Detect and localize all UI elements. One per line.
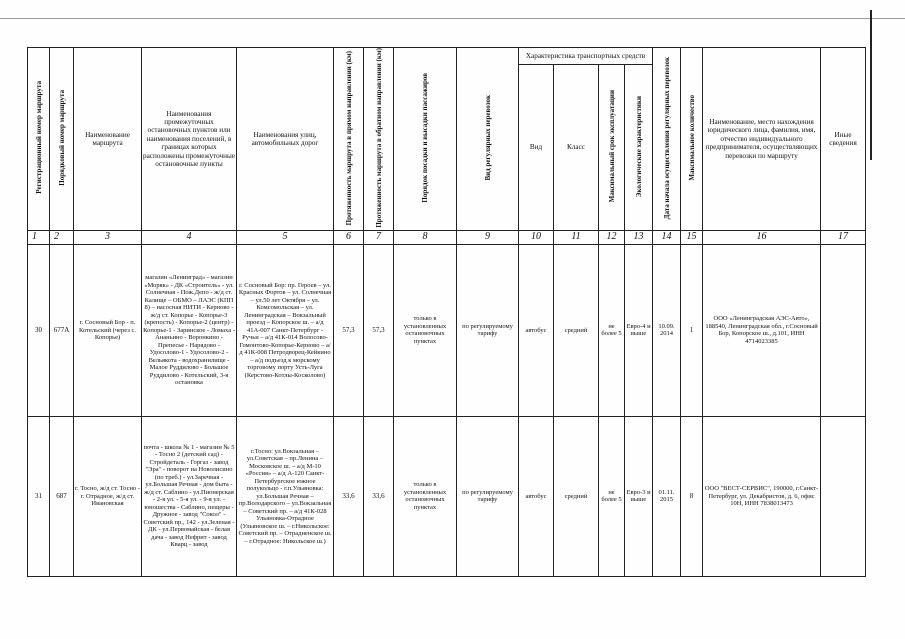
column-number: 8 [394, 230, 457, 244]
scan-edge-line [0, 18, 905, 19]
eco-cell: Евро-3 и выше [625, 416, 653, 576]
header-carrier: Наименование, место нахождения юридического лица, фамилия, имя, отчество индивидуального предпринимателя, осуществляющих перевозки по маршруту [703, 48, 821, 231]
column-number: 7 [364, 230, 394, 244]
class-cell: средний [554, 416, 599, 576]
kind-cell: автобус [519, 244, 554, 416]
streets-cell: г. Сосновый Бор: пр. Героев – ул. Красных Фортов – ул. Солнечная – ул.50 лет Октября – ул. Комсомольская – ул. Ленинградская – Вокзальный проезд – Копорское ш. – а/д 41А-007 Санкт-Петербург - Ручьи – а/д 41К-014 Волосово-Гомонтово-Копорье-Керново – а/д 41К-008 Петродворец-Кейкино – а/д подъезд к морскому торговому порту Усть-Луга (Керстово-Котлы-Косколово) [237, 244, 334, 416]
header-max-age: Максимальный срок эксплуатации [599, 65, 625, 230]
start-date-cell: 10.09. 2014 [653, 244, 681, 416]
kind-cell: автобус [519, 416, 554, 576]
header-eco: Экологические характеристики [625, 65, 653, 230]
header-max-count: Максимальное количество [681, 48, 703, 231]
length-back-cell: 33,6 [364, 416, 394, 576]
stops-cell: магазин «Ленинград» - магазин «Моряк» - ДК «Строитель» - ул. Солнечная - Пож.Депо - ж/д ст. Калище – ОБМО – ЛАЭС (КПП 8) – насосная НИТИ - Керново - ж/д ст. Копорье - Копорье-3 (крепость) - Копорье-2 (центр) - Копорье-1 - Заринское - Ломаха - Ананьино - Воронкино - Препесье - Нарядово - Удосолово-1 - Удосолово-2 - Вельякота - водохранилище - Малое Руддилово - Большое Руддилово - Котельский, 3-я остановка [142, 244, 237, 416]
column-number-row [28, 230, 866, 244]
length-forward-cell: 57,3 [334, 244, 364, 416]
start-date-cell: 01.11. 2015 [653, 416, 681, 576]
column-number: 1 [28, 230, 50, 244]
header-class: Класс [554, 65, 599, 230]
column-number: 12 [599, 230, 625, 244]
column-number: 9 [457, 230, 519, 244]
reg-no-cell: 30 [28, 244, 50, 416]
route-name-cell: г. Сосновый Бор - п. Котельский (через с. Копорье) [74, 244, 142, 416]
column-number: 17 [821, 230, 866, 244]
transport-type-cell: по регулируемому тарифу [457, 244, 519, 416]
table-row [28, 244, 866, 416]
carrier-cell: ООО "ВЕСТ-СЕРВИС", 190000, г.Санкт-Петербург, ул. Декабристов, д. 6, офис 10Н, ИНН 7838013473 [703, 416, 821, 576]
header-other: Иные сведения [821, 48, 866, 231]
route-register-table [27, 47, 866, 577]
header-reg-no: Регистрационный номер маршрута [28, 48, 50, 231]
header-start-date: Дата начала осуществления регулярных перевозок [653, 48, 681, 231]
length-forward-cell: 33,6 [334, 416, 364, 576]
other-cell [821, 244, 866, 416]
boarding-cell: только в установленных остановочных пунктах [394, 416, 457, 576]
stops-cell: почта - школа № 1 - магазин № 5 - Тосно 2 (детский сад) - Стройдеталь - Горгаз - завод "Эра" - поворот на Новолисино (по треб.) - ул.Заречная - ул.Большая Речная - дом быта - ж/д ст. Саблино - ул.Пионерская - 2-я ул. - 5-я ул. - 9-я ул. - юношества - Саблино, пещеры - Дружное - завод "Сокол" - Советский пр., 142 - ул.Зеленая - ДК - ул.Первомайская - белая дача - завод Нефрит - завод Кварц - завод [142, 416, 237, 576]
header-row-top [28, 48, 866, 65]
column-number: 5 [237, 230, 334, 244]
max-count-cell: 1 [681, 244, 703, 416]
streets-cell: г.Тосно: ул.Вокзальная – ул.Советская – пр.Ленина – Московское ш. – а/д М-10 «Россия» – а/д А-120 Санкт-Петербургское южное полукольцо - г.п.Ульяновка: ул.Большая Речная – пр.Володарского – ул.Вокзальная – Советский пр. – а/д 41К-028 Ульяновка-Отрадное (Ульяновское ш. – г.Никольское: Советский пр. – Отрадненское ш. – г.Отрадное: Никольское ш.) [237, 416, 334, 576]
column-number: 4 [142, 230, 237, 244]
carrier-cell: ООО «Ленинградская АЭС-Авто», 188540, Ленинградская обл., г.Сосновый Бор, Копорское ш., д.101, ИНН 4714023385 [703, 244, 821, 416]
scan-margin-bar [870, 10, 872, 160]
header-length-back: Протяженность маршрута в обратном направлении (км) [364, 48, 394, 231]
column-number: 11 [554, 230, 599, 244]
other-cell [821, 416, 866, 576]
column-number: 15 [681, 230, 703, 244]
header-boarding: Порядок посадки и высадки пассажиров [394, 48, 457, 231]
header-route-name: Наименование маршрута [74, 48, 142, 231]
column-number: 3 [74, 230, 142, 244]
header-kind: Вид [519, 65, 554, 230]
header-transport-type: Вид регулярных перевозок [457, 48, 519, 231]
max-age-cell: не более 5 [599, 416, 625, 576]
route-name-cell: г. Тосно, ж/д ст. Тосно - г. Отрадное, ж/д ст. Ивановская [74, 416, 142, 576]
max-count-cell: 8 [681, 416, 703, 576]
column-number: 10 [519, 230, 554, 244]
table-row [28, 416, 866, 576]
header-stops: Наименования промежуточных остановочных пунктов или наименования поселений, в границах которых расположены промежуточные остановочные пункты [142, 48, 237, 231]
header-seq-no: Порядковый номер маршрута [50, 48, 74, 231]
column-number: 13 [625, 230, 653, 244]
column-number: 2 [50, 230, 74, 244]
eco-cell: Евро-4 и выше [625, 244, 653, 416]
length-back-cell: 57,3 [364, 244, 394, 416]
column-number: 14 [653, 230, 681, 244]
transport-type-cell: по регулируемому тарифу [457, 416, 519, 576]
column-number: 6 [334, 230, 364, 244]
seq-no-cell: 677А [50, 244, 74, 416]
header-length-forward: Протяженность маршрута в прямом направлении (км) [334, 48, 364, 231]
reg-no-cell: 31 [28, 416, 50, 576]
header-streets: Наименования улиц, автомобильных дорог [237, 48, 334, 231]
boarding-cell: только в установленных остановочных пунктах [394, 244, 457, 416]
max-age-cell: не более 5 [599, 244, 625, 416]
class-cell: средний [554, 244, 599, 416]
seq-no-cell: 687 [50, 416, 74, 576]
column-number: 16 [703, 230, 821, 244]
header-vehicle-group: Характеристика транспортных средств [519, 48, 653, 65]
